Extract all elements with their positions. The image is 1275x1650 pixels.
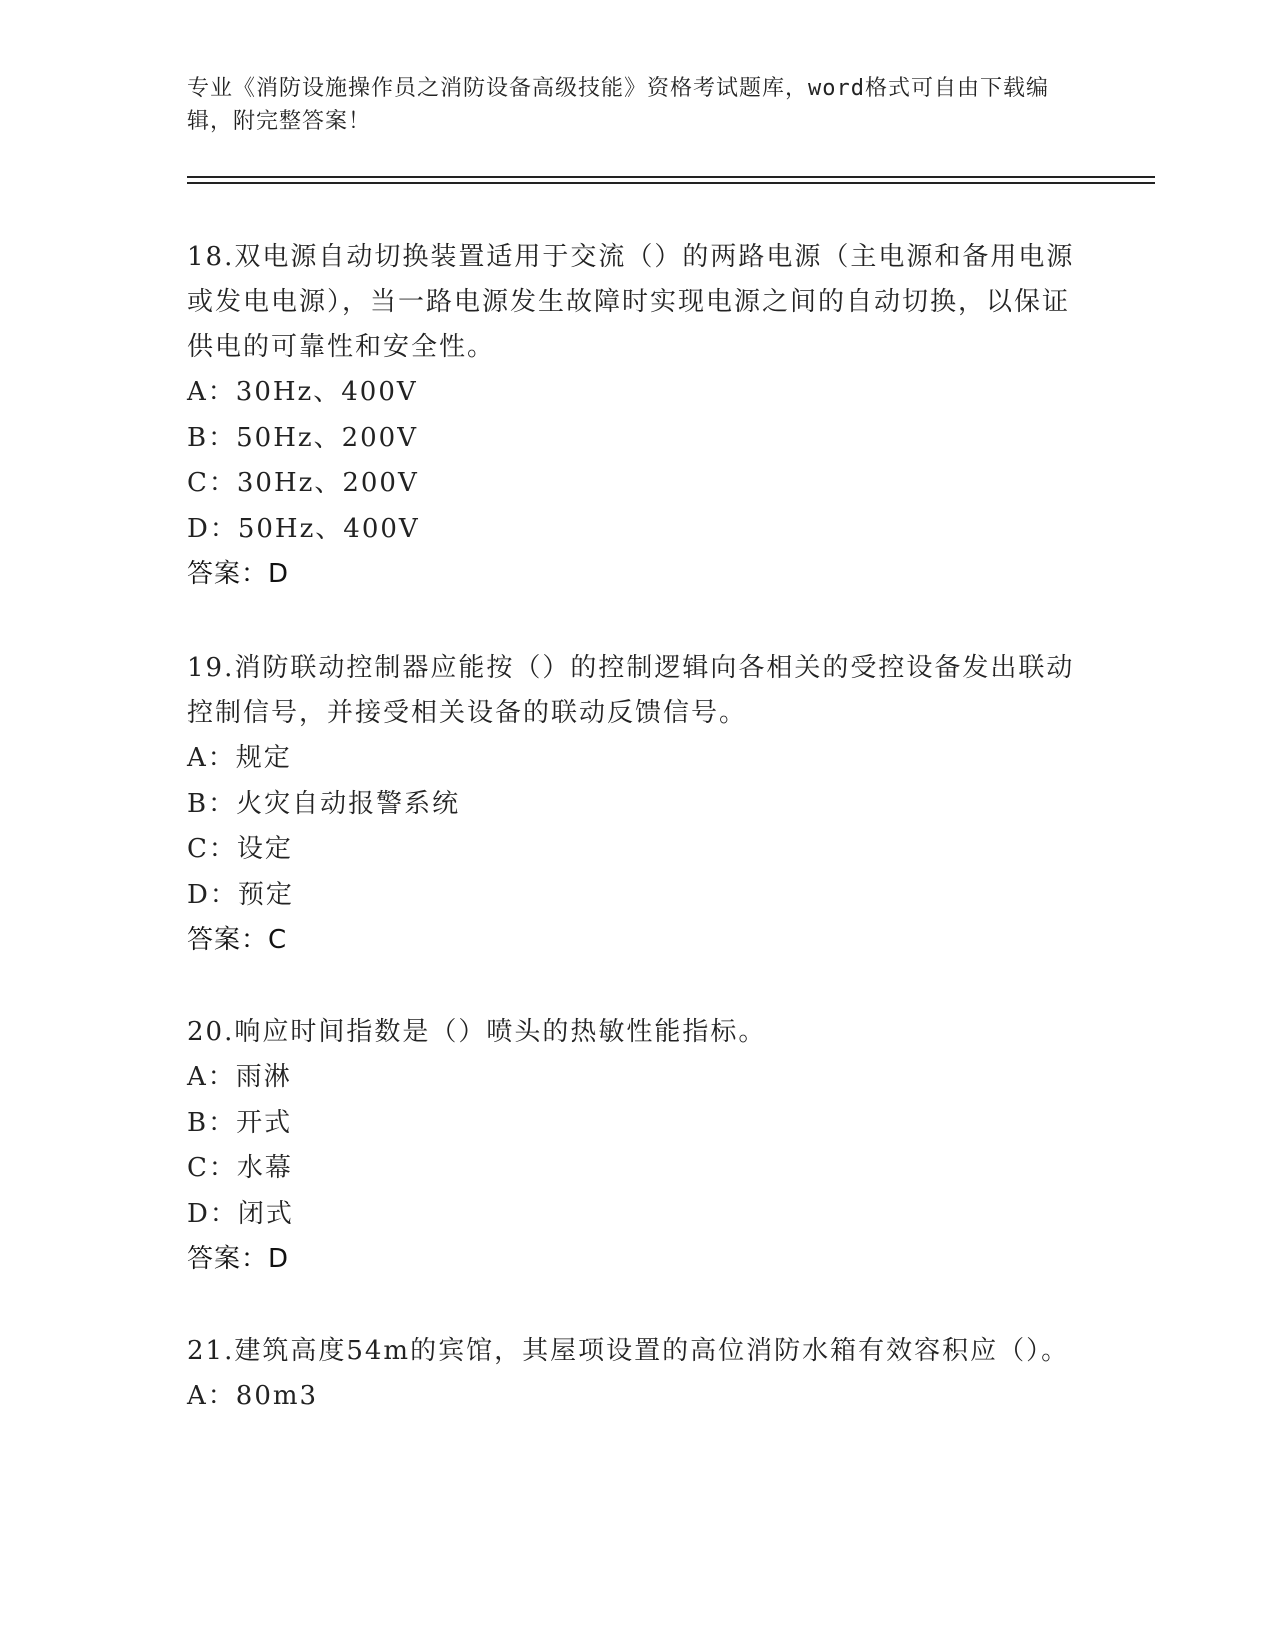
option-list: [187, 1374, 1077, 1420]
option-d: D：预定: [187, 879, 294, 910]
header-rule-top: [187, 176, 1155, 178]
question-21: [187, 1329, 1077, 1420]
option-list: [187, 736, 1077, 918]
option-c: C：设定: [187, 834, 293, 864]
option-a: A：雨淋: [187, 1062, 292, 1092]
question-stem: 19.消防联动控制器应能按（）的控制逻辑向各相关的受控设备发出联动控制信号，并接受相关设备的联动反馈信号。: [187, 653, 1075, 728]
question-20: [187, 1010, 1077, 1283]
question-19: [187, 646, 1077, 964]
answer-text: 答案：C: [187, 925, 288, 955]
question-stem: 20.响应时间指数是（）喷头的热敏性能指标。: [187, 1017, 767, 1047]
question-stem: 21.建筑高度54m的宾馆，其屋项设置的高位消防水箱有效容积应（）。: [187, 1336, 1070, 1366]
option-b: B：开式: [187, 1107, 293, 1138]
option-list: [187, 370, 1077, 552]
option-list: [187, 1055, 1077, 1237]
question-18: [187, 235, 1077, 598]
option-a: A：规定: [187, 743, 292, 773]
option-a: A：80m3: [187, 1381, 319, 1411]
question-stem: 18.双电源自动切换装置适用于交流（）的两路电源（主电源和备用电源或发电电源），当一路电源发生故障时实现电源之间的自动切换，以保证供电的可靠性和安全性。: [187, 242, 1075, 362]
answer-text: 答案：D: [187, 559, 290, 589]
option-b: B：50Hz、200V: [187, 422, 418, 453]
option-c: C：水幕: [187, 1153, 293, 1183]
option-b: B：火灾自动报警系统: [187, 788, 461, 819]
option-d: D：50Hz、400V: [187, 513, 420, 544]
answer-text: 答案：D: [187, 1244, 290, 1274]
option-a: A：30Hz、400V: [187, 377, 418, 407]
header-rule-bottom: [187, 182, 1155, 184]
document-header: 专业《消防设施操作员之消防设备高级技能》资格考试题库，word格式可自由下载编辑，附完整答案！: [187, 76, 1049, 134]
option-c: C：30Hz、200V: [187, 468, 419, 498]
option-d: D：闭式: [187, 1198, 294, 1229]
